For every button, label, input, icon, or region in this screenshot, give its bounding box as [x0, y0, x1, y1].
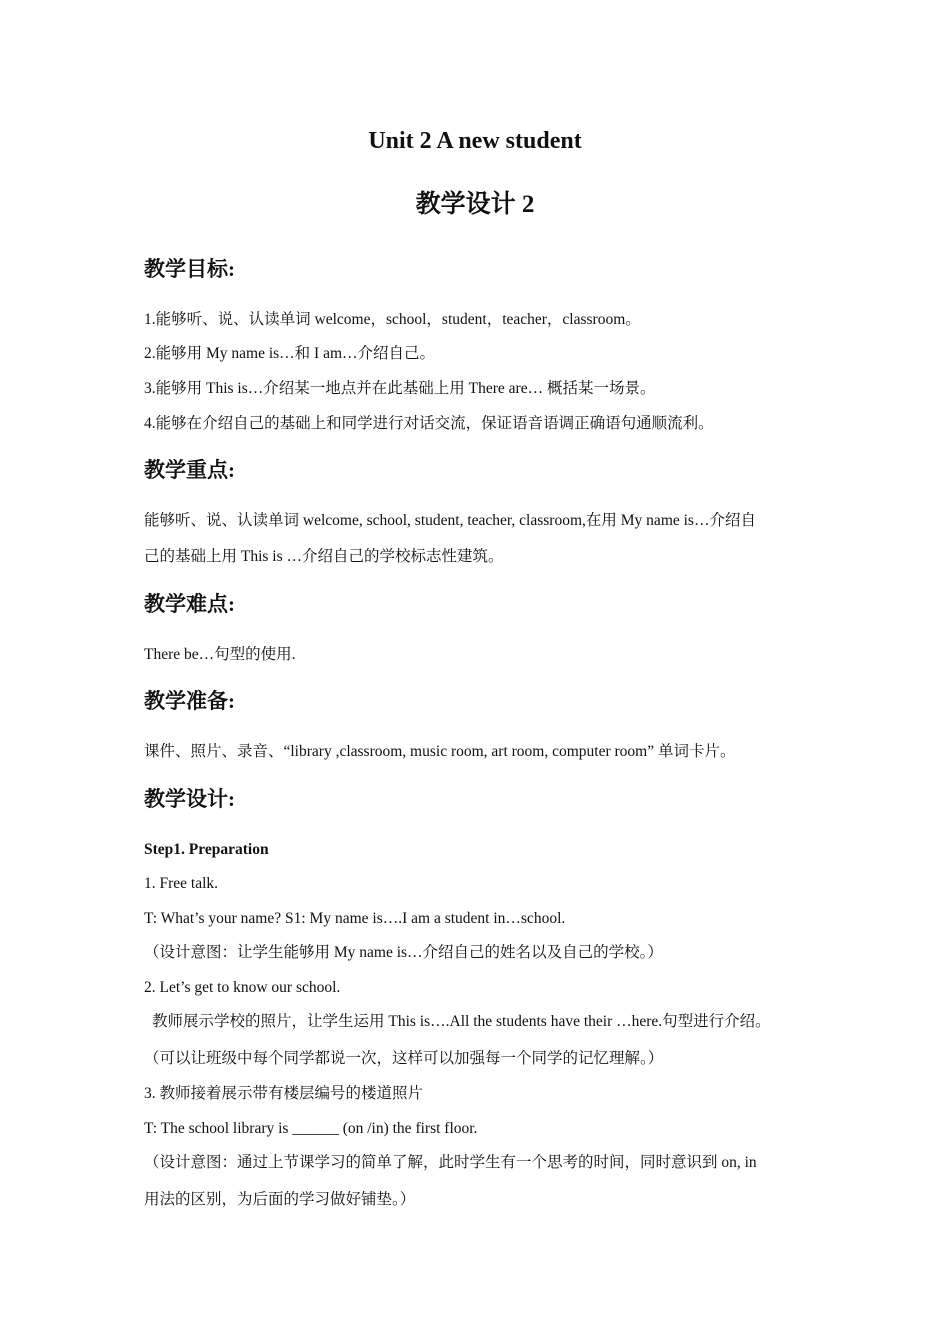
preparation-heading: 教学准备:: [144, 689, 235, 713]
design-line-3: （设计意图：让学生能够用 My name is…介绍自己的姓名以及自己的学校。）: [144, 944, 663, 961]
design-line-8: T: The school library is ______ (on /in) the first floor.: [144, 1120, 478, 1137]
step-title: Step1. Preparation: [144, 841, 269, 858]
design-heading: 教学设计:: [144, 787, 235, 811]
design-line-5: 教师展示学校的照片，让学生运用 This is….All the students have their …here.句型进行介绍。: [152, 1013, 771, 1030]
document-subtitle: 教学设计 2: [415, 191, 535, 218]
design-line-6: （可以让班级中每个同学都说一次，这样可以加强每一个同学的记忆理解。）: [144, 1050, 664, 1067]
key-points-line-1: 能够听、说、认读单词 welcome, school, student, teacher, classroom,在用 My name is…介绍自: [144, 512, 756, 529]
design-line-1: 1. Free talk.: [144, 875, 219, 892]
preparation-text: 课件、照片、录音、“library ,classroom, music room, art room, computer room” 单词卡片。: [144, 743, 736, 760]
difficulties-heading: 教学难点:: [144, 592, 235, 616]
design-line-10: 用法的区别，为后面的学习做好铺垫。）: [144, 1191, 416, 1208]
design-line-9: （设计意图：通过上节课学习的简单了解，此时学生有一个思考的时间，同时意识到 on, in: [144, 1154, 757, 1171]
difficulties-text: There be…句型的使用.: [144, 646, 296, 663]
key-points-heading: 教学重点:: [144, 458, 235, 482]
design-line-4: 2. Let’s get to know our school.: [144, 979, 341, 996]
objective-item-1: 1.能够听、说、认读单词 welcome，school，student，teacher，classroom。: [144, 311, 641, 328]
objective-item-2: 2.能够用 My name is…和 I am…介绍自己。: [144, 345, 436, 362]
objectives-heading: 教学目标:: [144, 257, 235, 281]
design-line-7: 3. 教师接着展示带有楼层编号的楼道照片: [144, 1085, 424, 1102]
key-points-line-2: 己的基础上用 This is …介绍自己的学校标志性建筑。: [144, 548, 504, 565]
objective-item-4: 4.能够在介绍自己的基础上和同学进行对话交流，保证语音语调正确语句通顺流利。: [144, 415, 714, 432]
design-line-2: T: What’s your name? S1: My name is….I am a student in…school.: [144, 910, 566, 927]
document-title: Unit 2 A new student: [368, 128, 582, 154]
objective-item-3: 3.能够用 This is…介绍某一地点并在此基础上用 There are… 概括某一场景。: [144, 380, 656, 397]
